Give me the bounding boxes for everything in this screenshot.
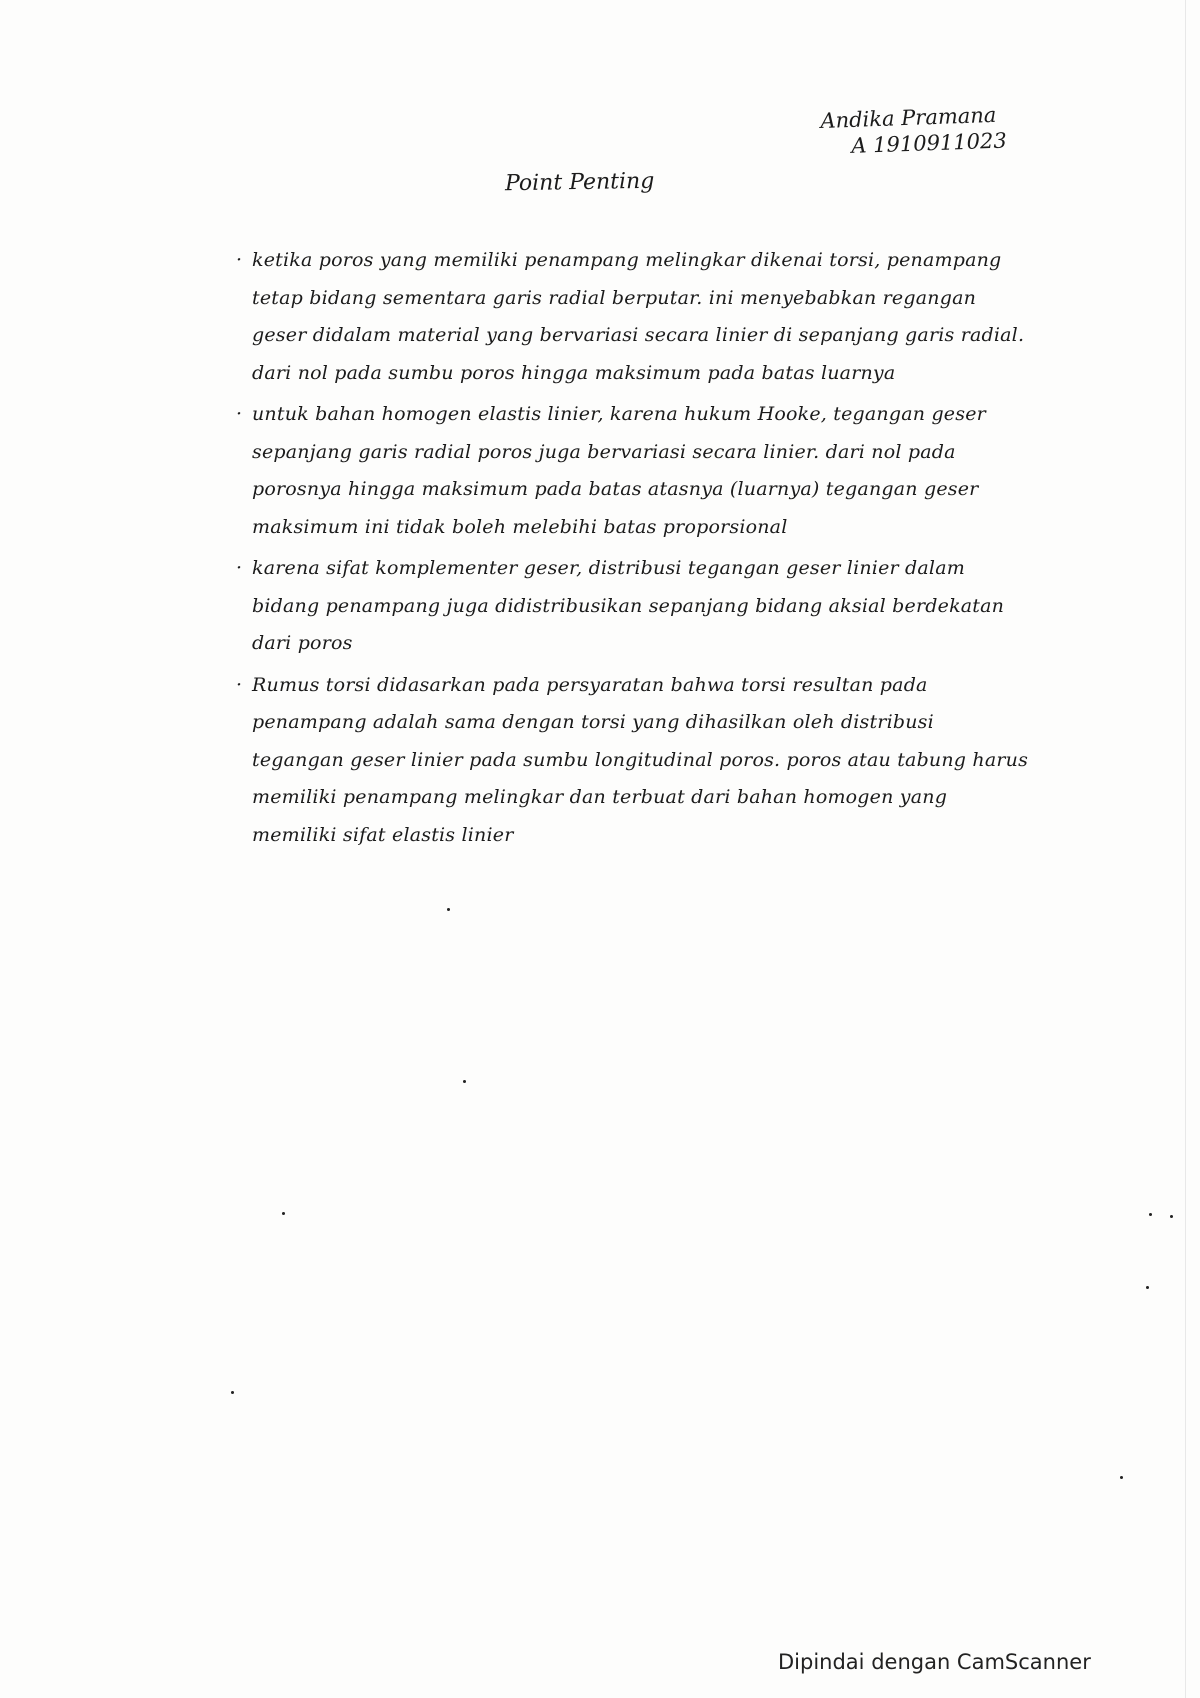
bullet-marker: · [236, 557, 243, 579]
scan-speck [1146, 1286, 1149, 1289]
list-item [236, 396, 1030, 546]
bullet-marker: · [236, 249, 243, 271]
page-edge-line [1185, 0, 1186, 1698]
point-text: Rumus torsi didasarkan pada persyaratan bahwa torsi resultan pada penampang adalah sama dengan torsi yang dihasilkan oleh distribusi tegangan geser linier pada sumbu longitudinal poros. poros atau tabung harus memiliki penampang melingkar dan terbuat dari bahan homogen yang memiliki sifat elastis linier [252, 673, 1029, 846]
scanner-watermark: Dipindai dengan CamScanner [778, 1650, 1091, 1674]
scan-speck [231, 1391, 234, 1394]
point-text: ketika poros yang memiliki penampang melingkar dikenai torsi, penampang tetap bidang sementara garis radial berputar. ini menyebabkan regangan geser didalam material yang bervariasi secara linier di sepanjang garis radial. dari nol pada sumbu poros hingga maksimum pada batas luarnya [252, 249, 1025, 384]
bullet-marker: · [236, 403, 243, 425]
author-block [820, 102, 1007, 160]
point-text: untuk bahan homogen elastis linier, karena hukum Hooke, tegangan geser sepanjang garis radial poros juga bervariasi secara linier. dari nol pada porosnya hingga maksimum pada batas atasnya (luarnya) tegangan geser maksimum ini tidak boleh melebihi batas proporsional [252, 403, 986, 538]
point-text: karena sifat komplementer geser, distribusi tegangan geser linier dalam bidang penampang juga didistribusikan sepanjang bidang aksial berdekatan dari poros [252, 557, 1005, 654]
scan-speck [282, 1212, 285, 1215]
scan-speck [1149, 1213, 1152, 1216]
author-name: Andika Pramana [820, 102, 997, 133]
points-list [236, 242, 1030, 858]
page-title: Point Penting [504, 168, 655, 197]
list-item [236, 242, 1030, 392]
scan-speck [1170, 1215, 1173, 1218]
student-id: A 1910911023 [850, 128, 1008, 158]
list-item [236, 667, 1030, 855]
scan-speck [1120, 1476, 1123, 1479]
scan-speck [447, 908, 450, 911]
scan-speck [463, 1080, 466, 1083]
bullet-marker: · [236, 673, 243, 696]
list-item [236, 550, 1030, 663]
